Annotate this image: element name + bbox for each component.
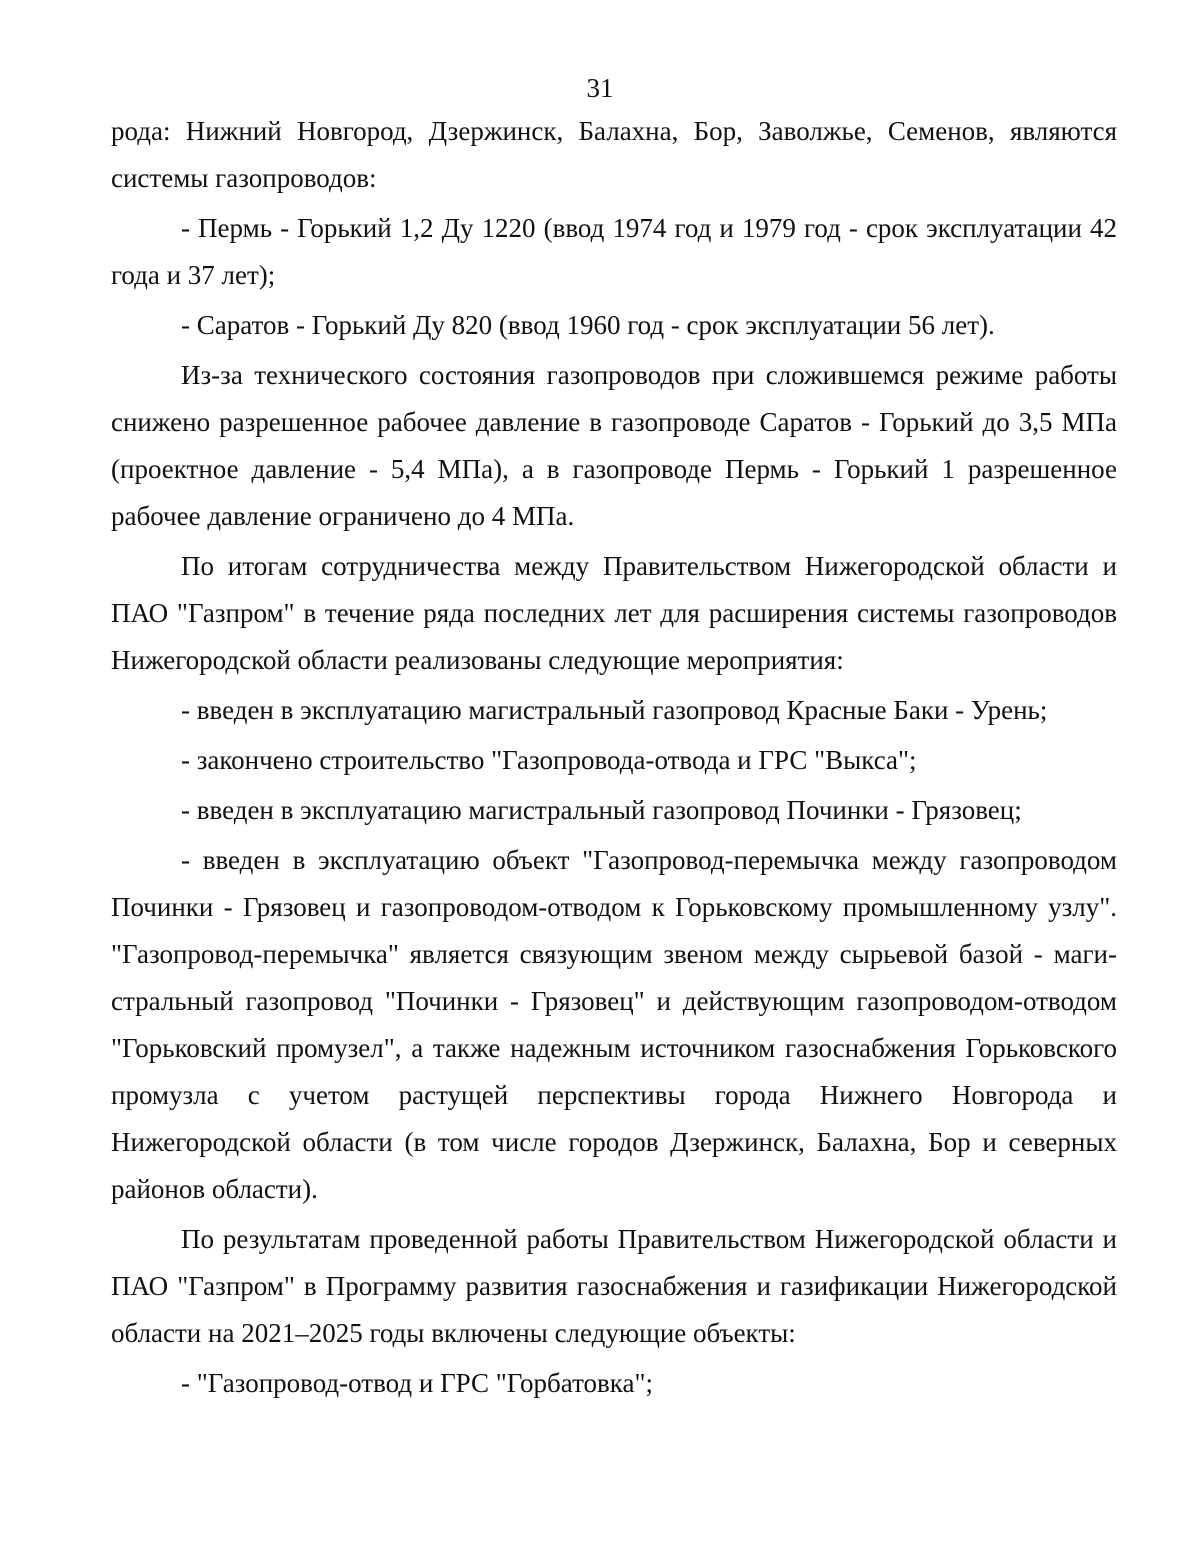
paragraph: - закончено строительство "Газопровода-отвода и ГРС "Выкса"; xyxy=(181,745,917,775)
paragraph: - введен в эксплуатацию объект "Газопровод-перемычка между газопроводом Починки - Грязовец и газопроводом-отводом к Горьковскому промышленному узлу". "Газопровод-перемычка" является связующим звеном между сырьевой базой - магистральный газопровод "Починки - Грязовец" и действующим газопроводом-отводом "Горьковский промузел", а также надежным источником газоснабжения Горьковского промузла с учетом растущей перспективы города Нижнего Новгорода и Нижегородской области (в том числе городов Дзержинск, Балахна, Бор и северных районов области). xyxy=(111,845,1117,1204)
paragraph: - "Газопровод-отвод и ГРС "Горбатовка"; xyxy=(181,1368,653,1398)
page-number: 31 xyxy=(586,73,614,103)
paragraph: - Саратов - Горький Ду 820 (ввод 1960 год - срок эксплуатации 56 лет). xyxy=(181,310,995,340)
paragraph: Из-за технического состояния газопроводов при сложившемся режиме работы снижено разрешенное рабочее давление в газопроводе Саратов - Горький до 3,5 МПа (проектное давление - 5,4 МПа), а в газопроводе Пермь - Горький 1 разрешенное рабочее давление ограничено до 4 МПа. xyxy=(111,360,1117,531)
paragraph: - введен в эксплуатацию магистральный газопровод Починки - Грязовец; xyxy=(181,795,1022,825)
paragraph: рода: Нижний Новгород, Дзержинск, Балахна, Бор, Заволжье, Семенов, являются системы газопроводов: xyxy=(111,116,1117,193)
paragraph: - Пермь - Горький 1,2 Ду 1220 (ввод 1974 год и 1979 год - срок эксплуатации 42 года и 37 лет); xyxy=(111,213,1117,290)
paragraph: - введен в эксплуатацию магистральный газопровод Красные Баки - Урень; xyxy=(181,695,1048,725)
paragraph: По итогам сотрудничества между Правительством Нижегородской области и ПАО "Газпром" в течение ряда последних лет для расширения системы газопроводов Нижегородской области реализованы следующие мероприятия: xyxy=(111,551,1117,675)
paragraph: По результатам проведенной работы Правительством Нижегородской области и ПАО "Газпром" в Программу развития газоснабжения и газификации Нижегородской области на 2021–2025 годы включены следующие объекты: xyxy=(111,1224,1117,1348)
document-body xyxy=(111,108,1117,1407)
